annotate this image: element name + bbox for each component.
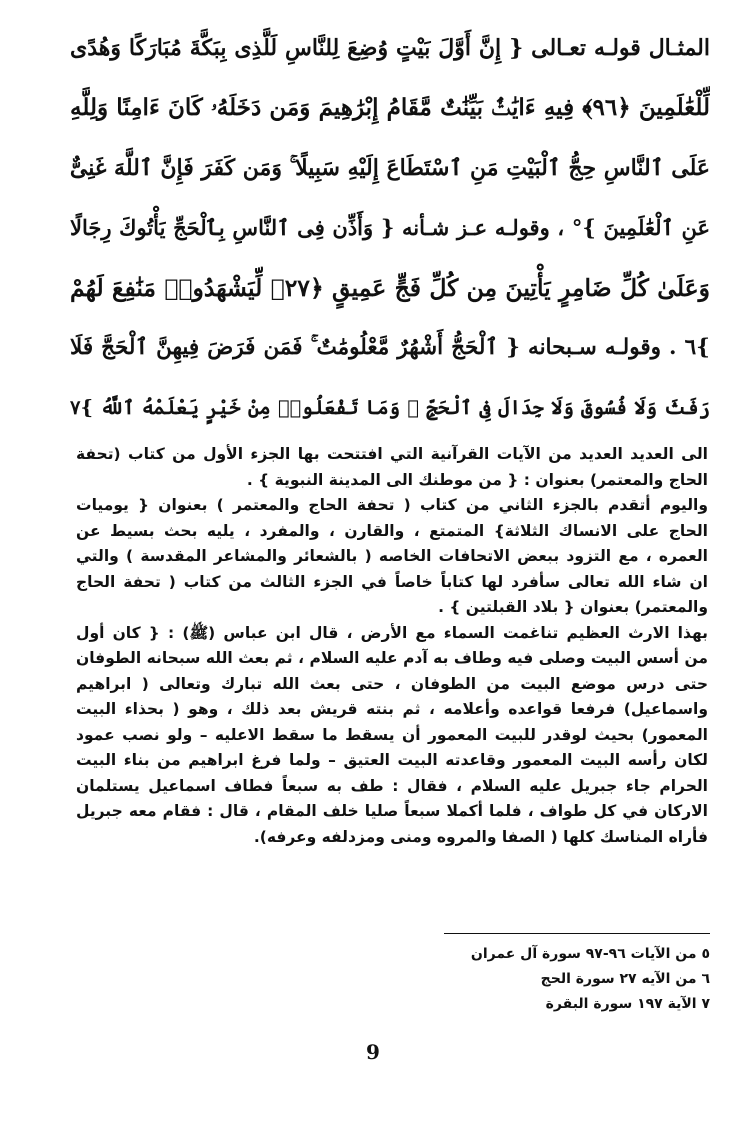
body-line: المعمور) بحيث لوقدر للبيت المعمور أن يسقط ما سقط الاعليه – ولو نصب عمود bbox=[76, 725, 708, 744]
quran-line: وَعَلَىٰ كُلِّ ضَامِرٍ يَأْتِينَ مِن كُلِّ فَجٍّ عَمِيقٍ ﴿٢٧﴾ لِّيَشْهَدُوا۟ مَنَٰفِعَ لَهُمْ bbox=[70, 274, 710, 302]
footnote-item: ٥ من الآيات ٩٦-٩٧ سورة آل عمران bbox=[470, 946, 710, 962]
body-line: فأراه المناسك كلها ( الصفا والمروه ومنى ومزدلفه وعرفه). bbox=[253, 827, 708, 846]
body-line: الحاج على الانساك الثلاثة} المتمتع ، والقارن ، والمفرد ، يليه بحث بسيط عن bbox=[76, 521, 708, 540]
body-line: ان شاء الله تعالى سأفرد لها كتاباً خاصاً في الجزء الثالث من كتاب ( تحفة الحاج bbox=[76, 572, 708, 591]
body-line: الحاج والمعتمر) بعنوان : { من موطنك الى المدينة النبوية } . bbox=[246, 470, 708, 489]
body-line: من أسس البيت وصلى فيه وطاف به آدم عليه السلام ، ثم بعث الله سبحانه الطوفان bbox=[76, 649, 708, 667]
quran-line: عَنِ ٱلْعَٰلَمِينَ }° ، وقولـه عـز شـأنه { وَأَذِّن فِى ٱلنَّاسِ بِٱلْحَجِّ يَأْتُوكَ رِجَالًا bbox=[70, 215, 710, 240]
body-line: والمعتمر) بعنوان { بلاد القبلتين } . bbox=[438, 598, 708, 616]
footnote-item: ٧ الآية ١٩٧ سورة البقرة bbox=[545, 996, 710, 1012]
quran-line: عَلَى ٱلنَّاسِ حِجُّ ٱلْبَيْتِ مَنِ ٱسْتَطَاعَ إِلَيْهِ سَبِيلًا ۚ وَمَن كَفَرَ فَإِنَّ ٱللَّهَ غَنِىٌّ bbox=[70, 155, 710, 181]
body-line: الحرام جاء جبريل عليه السلام ، فقال : طف به سبعاً فطاف اسماعيل يستلمان bbox=[76, 776, 708, 795]
body-line: واسماعيل) فرفعا قواعده وأعلامه ، ثم بنته قريش بعد ذلك ، وهو ( بحذاء البيت bbox=[76, 700, 708, 718]
body-line: الاركان في كل طواف ، فلما أكملا سبعاً صليا خلف المقام ، قال : فقام معه جبريل bbox=[76, 802, 708, 820]
quran-line: المثـال قولـه تعـالى { إِنَّ أَوَّلَ بَيْتٍ وُضِعَ لِلنَّاسِ لَلَّذِى بِبَكَّةَ مُبَارَكًا وَهُدًى bbox=[70, 35, 710, 61]
body-line: العمره ، مع التزود ببعض الاتحافات الخاصه ( بالشعائر والمشاعر المقدسة ) والتي bbox=[76, 547, 708, 565]
body-line: واليوم أتقدم بالجزء الثاني من كتاب ( تحفة الحاج والمعتمر ) بعنوان { يوميات bbox=[76, 496, 708, 514]
quran-verses-block bbox=[70, 18, 710, 438]
body-line: لكان رأسه البيت المعمور وقاعدته البيت العتيق – ولما فرغ ابراهيم من بناء البيت bbox=[76, 751, 708, 769]
footnote-item: ٦ من الآيه ٢٧ سورة الحج bbox=[540, 971, 710, 987]
quran-line: لِّلْعَٰلَمِينَ ﴿٩٦﴾ فِيهِ ءَايَٰتٌۢ بَيِّنَٰتٌ مَّقَامُ إِبْرَٰهِيمَ وَمَن دَخَلَهُۥ كَانَ ءَامِنًا وَلِلَّهِ bbox=[70, 94, 710, 121]
quran-line: }٦ . وقولـه سـبحانه { ٱلْحَجُّ أَشْهُرٌ مَّعْلُومَٰتٌ ۚ فَمَن فَرَضَ فِيهِنَّ ٱلْحَجَّ فَلَا bbox=[70, 335, 710, 360]
page-number: 9 bbox=[366, 1040, 380, 1064]
quran-line: رَفَثَ وَلَا فُسُوقَ وَلَا جِدَالَ فِى ٱلْحَجِّ ۗ وَمَا تَفْعَلُوا۟ مِنْ خَيْرٍ يَعْلَمْهُ ٱللَّهُ }٧ bbox=[70, 396, 710, 419]
footnotes bbox=[420, 942, 710, 1017]
body-text bbox=[76, 442, 708, 850]
body-line: الى العديد العديد من الآيات القرآنية التي افتتحت بها الجزء الأول من كتاب (تحفة bbox=[76, 445, 708, 463]
body-line: حتى درس موضع البيت من الطوفان ، حتى بعث الله تبارك وتعالى ( ابراهيم bbox=[76, 674, 708, 693]
footnote-divider bbox=[444, 933, 710, 934]
body-line: بهذا الارث العظيم تناغمت السماء مع الأرض ، قال ابن عباس (ﷺ) : { كان أول bbox=[76, 623, 708, 642]
